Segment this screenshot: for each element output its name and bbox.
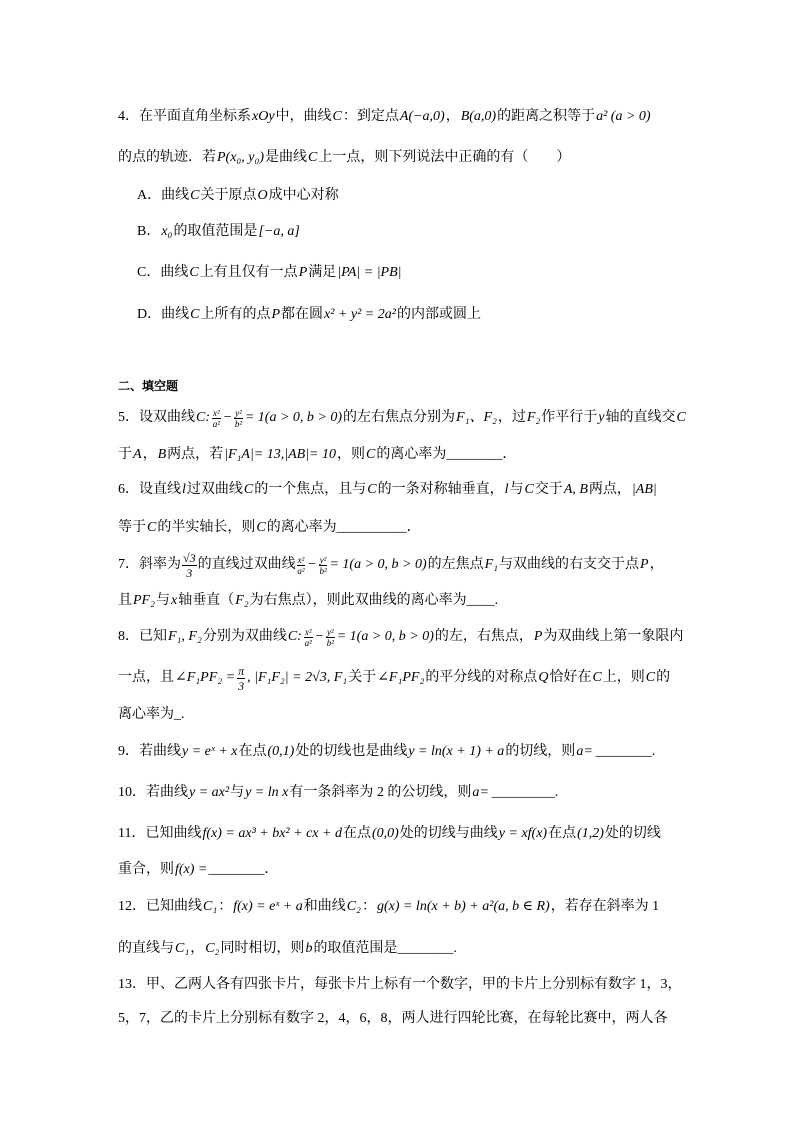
text-run: 5．设双曲线 [118,410,195,425]
fraction [319,555,328,576]
math-expr: A(−a,0) [399,109,445,124]
math-expr: y = ln(x + 1) + a [408,744,505,759]
math-expr: F₁、F₂ [456,410,497,425]
math-expr: O [257,188,268,203]
math-expr: l [182,482,186,497]
text-run: B． [137,224,161,239]
math-expr: C₂ [205,941,220,956]
math-expr: C [524,482,534,497]
q4-option-c [137,263,403,283]
math-expr: l [504,482,509,497]
text-run: ：到定点 [342,109,399,124]
text-run: = _________. [480,785,559,800]
text-run: 等于 [118,520,146,535]
math-expr: F₂ [526,410,541,425]
math-expr: A, B [563,482,588,497]
text-run: 是曲线 [265,150,308,165]
math-expr: C [147,520,157,535]
fraction-numerator: x² [213,407,220,418]
q7-line-1 [118,550,664,580]
text-run: 两点，若 [167,447,224,462]
text-run: 的直线过双曲线 [197,557,296,572]
text-run: 中，曲线 [275,109,332,124]
text-run: 的点的轨迹．若 [118,150,216,165]
math-expr: f(x) = ax³ + bx² + cx + d [202,826,342,841]
text-run: 与 [155,593,170,608]
math-expr: |F₁A|= 13,|AB|= 10 [224,447,336,462]
math-expr: − [307,557,317,572]
q6-line-2 [118,518,421,538]
math-expr: (0,0) [371,826,399,841]
text-run: 离心率为_. [118,707,185,722]
fraction-denominator: 3 [186,565,193,580]
text-run: 过双曲线 [186,482,243,497]
math-expr: xOy [252,109,275,124]
text-run: 且 [118,593,132,608]
math-expr: C [243,482,254,497]
text-run: ： [361,899,376,914]
math-expr: x₀ [161,224,173,239]
math-expr: y [598,410,605,425]
text-run: 与 [230,785,245,800]
text-run: 上，则 [602,670,645,685]
text-run: ________． [208,862,279,877]
text-run: 分别为双曲线 [202,629,287,644]
q4-option-b [137,222,301,242]
text-run: 的一个焦点，且与 [254,482,367,497]
fraction [237,664,245,693]
text-run: 的左，右焦点， [434,629,533,644]
fraction-denominator: b² [319,565,327,576]
text-run: 在点 [342,826,371,841]
text-run: 处的切线 [604,826,661,841]
math-expr: P [640,557,649,572]
math-expr: f(x) = [175,862,208,877]
text-run: D．曲线 [137,307,190,322]
text-run: 的 [656,670,671,685]
math-expr: y = xf(x) [498,826,548,841]
q4-option-a [137,186,339,206]
text-run: 的取值范围是________. [313,941,457,956]
math-expr: |PA| = |PB| [337,265,402,280]
fraction-numerator: π [238,663,245,678]
math-expr: x² + y² = 2a² [324,307,396,322]
q8-line-3 [118,705,185,725]
text-run: ，过 [497,410,526,425]
fraction [304,627,313,648]
math-expr: Q [538,670,549,685]
text-run: C．曲线 [137,265,189,280]
fraction-denominator: 3 [238,678,245,693]
math-expr: C [308,150,318,165]
text-run: ，则 [337,447,365,462]
math-expr: y = ln x [245,785,289,800]
text-run: 的左焦点 [427,557,484,572]
math-expr: C [332,109,342,124]
math-expr: ∠F₁PF₂ [377,670,425,685]
math-expr: a [576,744,584,759]
text-run: 的离心率为________． [376,447,517,462]
math-expr: P [298,265,308,280]
q4-stem-line-2 [118,148,570,168]
math-expr: |AB| [631,482,657,497]
math-expr: = 1(a > 0, b > 0) [329,557,427,572]
text-run: 轴垂直（ [178,593,235,608]
math-expr: P(x₀, y₀) [217,150,265,165]
text-run: A．曲线 [137,188,190,203]
text-run: 交于 [534,482,563,497]
math-expr: − [314,629,324,644]
fraction [182,551,197,580]
math-expr: = 1(a > 0, b > 0) [244,410,343,425]
text-run: = ________. [584,744,656,759]
text-run: 10．若曲线 [118,785,188,800]
math-expr: C [367,482,377,497]
fraction-denominator: a² [297,565,305,576]
text-run: 5，7，乙的卡片上分别标有数字 2，4，6，8，两人进行四轮比赛，在每轮比赛中，两人各 [118,1011,668,1026]
math-expr: C₁ [175,941,190,956]
math-expr: a [472,785,480,800]
text-run: ， [142,447,157,462]
text-run: 6．设直线 [118,482,181,497]
text-run: 的半实轴长，则 [157,520,256,535]
math-expr: y = eˣ + x [182,744,238,759]
math-expr: C: [287,629,302,644]
text-run: 与 [509,482,524,497]
text-run: 为右焦点），则此双曲线的离心率为____. [249,593,499,608]
text-run: ， [445,109,460,124]
text-run: 9．若曲线 [118,744,181,759]
fraction [297,555,306,576]
math-expr: ∠F₁PF₂ = [175,670,236,685]
q8-line-1 [118,627,683,647]
math-expr: P [533,629,543,644]
text-run: 的一条对称轴垂直， [377,482,504,497]
text-run: ， [649,557,664,572]
text-run: 上一点，则下列说法中正确的有（ ） [318,150,571,165]
q4-option-d [137,305,481,325]
fraction [234,408,243,429]
text-run: 的左右焦点分别为 [343,410,456,425]
fraction-numerator: x² [297,554,305,565]
text-run: 的直线与 [118,941,174,956]
math-expr: C: [196,410,210,425]
math-expr: b [305,941,313,956]
section-heading: 二、填空题 [118,379,179,393]
math-expr: C [592,670,602,685]
q5-line-1 [118,408,687,428]
math-expr: B [157,447,167,462]
text-run: 成中心对称 [268,188,339,203]
math-expr: F₁ [484,557,499,572]
math-expr: (0,1) [267,744,295,759]
text-run: 恰好在 [549,670,592,685]
math-expr: = 1(a > 0, b > 0) [336,629,434,644]
text-run: 于 [118,447,132,462]
math-expr: C [190,307,200,322]
math-expr: P [271,307,281,322]
math-expr: C [645,670,656,685]
math-expr: C [189,265,199,280]
math-expr: F₁, F₂ [168,629,202,644]
text-run: 的离心率为__________． [266,520,421,535]
text-run: 的切线，则 [505,744,576,759]
math-expr: PF₂ [133,593,155,608]
q8-line-2 [118,663,671,693]
text-run: 为双曲线上第一象限内 [543,629,684,644]
fraction-denominator: a² [212,418,220,429]
math-expr: C [190,188,200,203]
q6-line-1 [118,480,658,500]
text-run: 和曲线 [303,899,346,914]
math-expr: a² (a > 0) [596,109,651,124]
math-expr: , |F₁F₂| = 2√3, F₁ [247,670,348,685]
text-run: 上所有的点 [200,307,271,322]
fraction-denominator: b² [326,637,334,648]
fraction-numerator: y² [319,554,327,565]
math-expr: [−a, a] [258,224,300,239]
text-run: 同时相切，则 [220,941,305,956]
q13-line-1 [118,975,682,995]
q12-line-2 [118,939,457,959]
q11-line-2 [118,860,278,880]
text-run: 的内部或圆上 [396,307,481,322]
q9-line-1 [118,742,655,762]
text-run: ， [190,941,205,956]
text-run: 13．甲、乙两人各有四张卡片，每张卡片上标有一个数字，甲的卡片上分别标有数字 1，3， [118,977,682,992]
q11-line-1 [118,824,661,844]
text-run: ，若存在斜率为 1 [550,899,660,914]
q4-stem-line-1 [118,107,652,127]
text-run: 的取值范围是 [173,224,258,239]
math-expr: f(x) = eˣ + a [233,899,303,914]
math-expr: C [256,520,266,535]
text-run: 上有且仅有一点 [199,265,298,280]
fraction [212,408,221,429]
text-run: 处的切线也是曲线 [295,744,408,759]
fraction-numerator: √3 [183,550,196,565]
text-run: 有一条斜率为 2 的公切线，则 [289,785,472,800]
text-run: 11．已知曲线 [118,826,202,841]
text-run: 关于 [348,670,377,685]
math-expr: y = ax² [189,785,230,800]
text-run: 12．已知曲线 [118,899,202,914]
math-expr: A [133,447,142,462]
text-run: ： [218,899,233,914]
text-run: 8．已知 [118,629,167,644]
text-run: 处的切线与曲线 [399,826,498,841]
text-run: 都在圆 [281,307,324,322]
fraction-numerator: y² [235,407,242,418]
text-run: 一点，且 [118,670,174,685]
text-run: 7．斜率为 [118,557,181,572]
text-run: 作平行于 [541,410,598,425]
fraction-denominator: b² [234,418,243,429]
q5-line-2 [118,445,516,465]
text-run: 在点 [548,826,577,841]
math-expr: C [366,447,376,462]
text-run: 的距离之积等于 [497,109,596,124]
math-expr: x [170,593,178,608]
math-expr: g(x) = ln(x + b) + a²(a, b ∈ R) [376,899,550,914]
q12-line-1 [118,897,659,917]
text-run: 4．在平面直角坐标系 [118,109,251,124]
math-expr: C [676,410,686,425]
text-run: 轴的直线交 [605,410,676,425]
text-run: 在点 [238,744,267,759]
text-run: 重合，则 [118,862,174,877]
math-expr: B(a,0) [460,109,497,124]
math-expr: C₁ [203,899,218,914]
math-expr: F₂ [235,593,249,608]
fraction-denominator: a² [304,637,312,648]
math-expr: − [222,410,233,425]
text-run: 的平分线的对称点 [425,670,538,685]
math-expr: C₂ [346,899,361,914]
math-expr: (1,2) [577,826,604,841]
q13-line-2 [118,1009,668,1029]
text-run: 与双曲线的右支交于点 [499,557,640,572]
fraction [326,627,335,648]
text-run: 满足 [308,265,337,280]
fraction-numerator: x² [304,626,312,637]
text-run: 两点， [588,482,631,497]
fraction-numerator: y² [327,626,334,637]
q10-line-1 [118,783,558,803]
q7-line-2 [118,591,498,611]
text-run: 关于原点 [200,188,257,203]
